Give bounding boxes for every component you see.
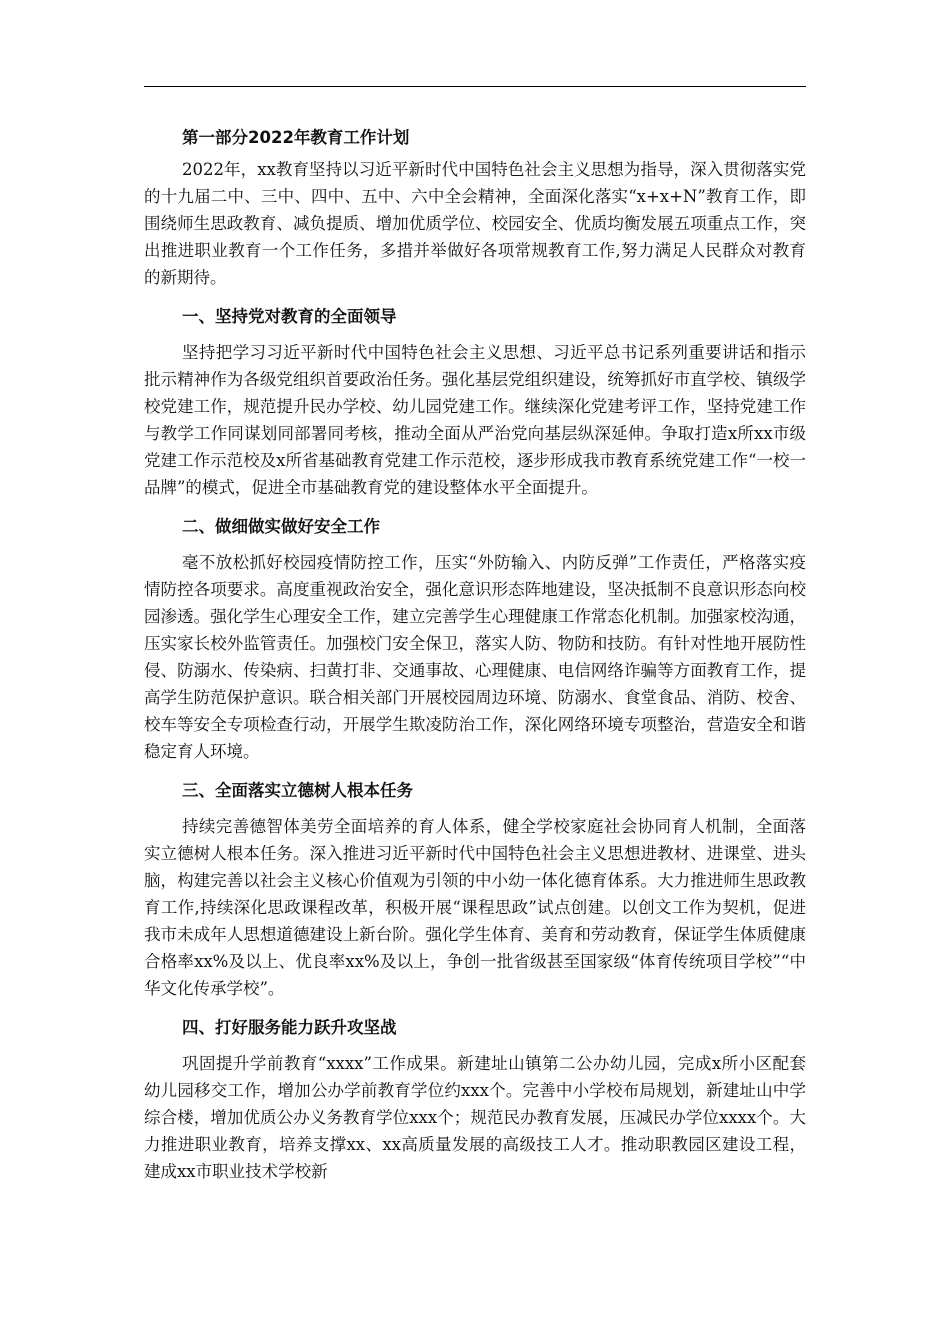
- section-heading-2: 二、做细做实做好安全工作: [182, 517, 380, 536]
- header-rule: [144, 86, 806, 87]
- intro-paragraph: 2022年，xx教育坚持以习近平新时代中国特色社会主义思想为指导，深入贯彻落实党的十九届二中、三中、四中、五中、六中全会精神，全面深化落实“x+x+N”教育工作，即围绕师生思政教育、减负提质、增加优质学位、校园安全、优质均衡发展五项重点工作，突出推进职业教育一个工作任务，多措并举做好各项常规教育工作,努力满足人民群众对教育的新期待。: [144, 160, 806, 287]
- section-body-4: 巩固提升学前教育“xxxx”工作成果。新建址山镇第二公办幼儿园，完成x所小区配套幼儿园移交工作，增加公办学前教育学位约xxx个。完善中小学校布局规划，新建址山中学综合楼，增加优质公办义务教育学位xxx个；规范民办教育发展，压减民办学位xxxx个。大力推进职业教育，培养支撑xx、xx高质量发展的高级技工人才。推动职教园区建设工程，建成xx市职业技术学校新: [144, 1054, 806, 1181]
- document-title: 第一部分2022年教育工作计划: [182, 128, 410, 147]
- section-heading-4: 四、打好服务能力跃升攻坚战: [182, 1018, 397, 1037]
- section-heading-1: 一、坚持党对教育的全面领导: [182, 307, 397, 326]
- section-heading-3: 三、全面落实立德树人根本任务: [182, 781, 413, 800]
- section-body-2: 毫不放松抓好校园疫情防控工作，压实“外防输入、内防反弹”工作责任，严格落实疫情防控各项要求。高度重视政治安全，强化意识形态阵地建设，坚决抵制不良意识形态向校园渗透。强化学生心理安全工作，建立完善学生心理健康工作常态化机制。加强家校沟通，压实家长校外监管责任。加强校门安全保卫，落实人防、物防和技防。有针对性地开展防性侵、防溺水、传染病、扫黄打非、交通事故、心理健康、电信网络诈骗等方面教育工作，提高学生防范保护意识。联合相关部门开展校园周边环境、防溺水、食堂食品、消防、校舍、校车等安全专项检查行动，开展学生欺凌防治工作，深化网络环境专项整治，营造安全和谐稳定育人环境。: [144, 553, 806, 761]
- section-body-3: 持续完善德智体美劳全面培养的育人体系，健全学校家庭社会协同育人机制，全面落实立德树人根本任务。深入推进习近平新时代中国特色社会主义思想进教材、进课堂、进头脑，构建完善以社会主义核心价值观为引领的中小幼一体化德育体系。大力推进师生思政教育工作,持续深化思政课程改革，积极开展“课程思政”试点创建。以创文工作为契机，促进我市未成年人思想道德建设上新台阶。强化学生体育、美育和劳动教育，保证学生体质健康合格率xx%及以上、优良率xx%及以上，争创一批省级甚至国家级“体育传统项目学校”“中华文化传承学校”。: [144, 817, 806, 998]
- section-body-1: 坚持把学习习近平新时代中国特色社会主义思想、习近平总书记系列重要讲话和指示批示精神作为各级党组织首要政治任务。强化基层党组织建设，统筹抓好市直学校、镇级学校党建工作，规范提升民办学校、幼儿园党建工作。继续深化党建考评工作，坚持党建工作与教学工作同谋划同部署同考核，推动全面从严治党向基层纵深延伸。争取打造x所xx市级党建工作示范校及x所省基础教育党建工作示范校，逐步形成我市教育系统党建工作“一校一品牌”的模式，促进全市基础教育党的建设整体水平全面提升。: [144, 343, 806, 497]
- document-body: [144, 122, 806, 1185]
